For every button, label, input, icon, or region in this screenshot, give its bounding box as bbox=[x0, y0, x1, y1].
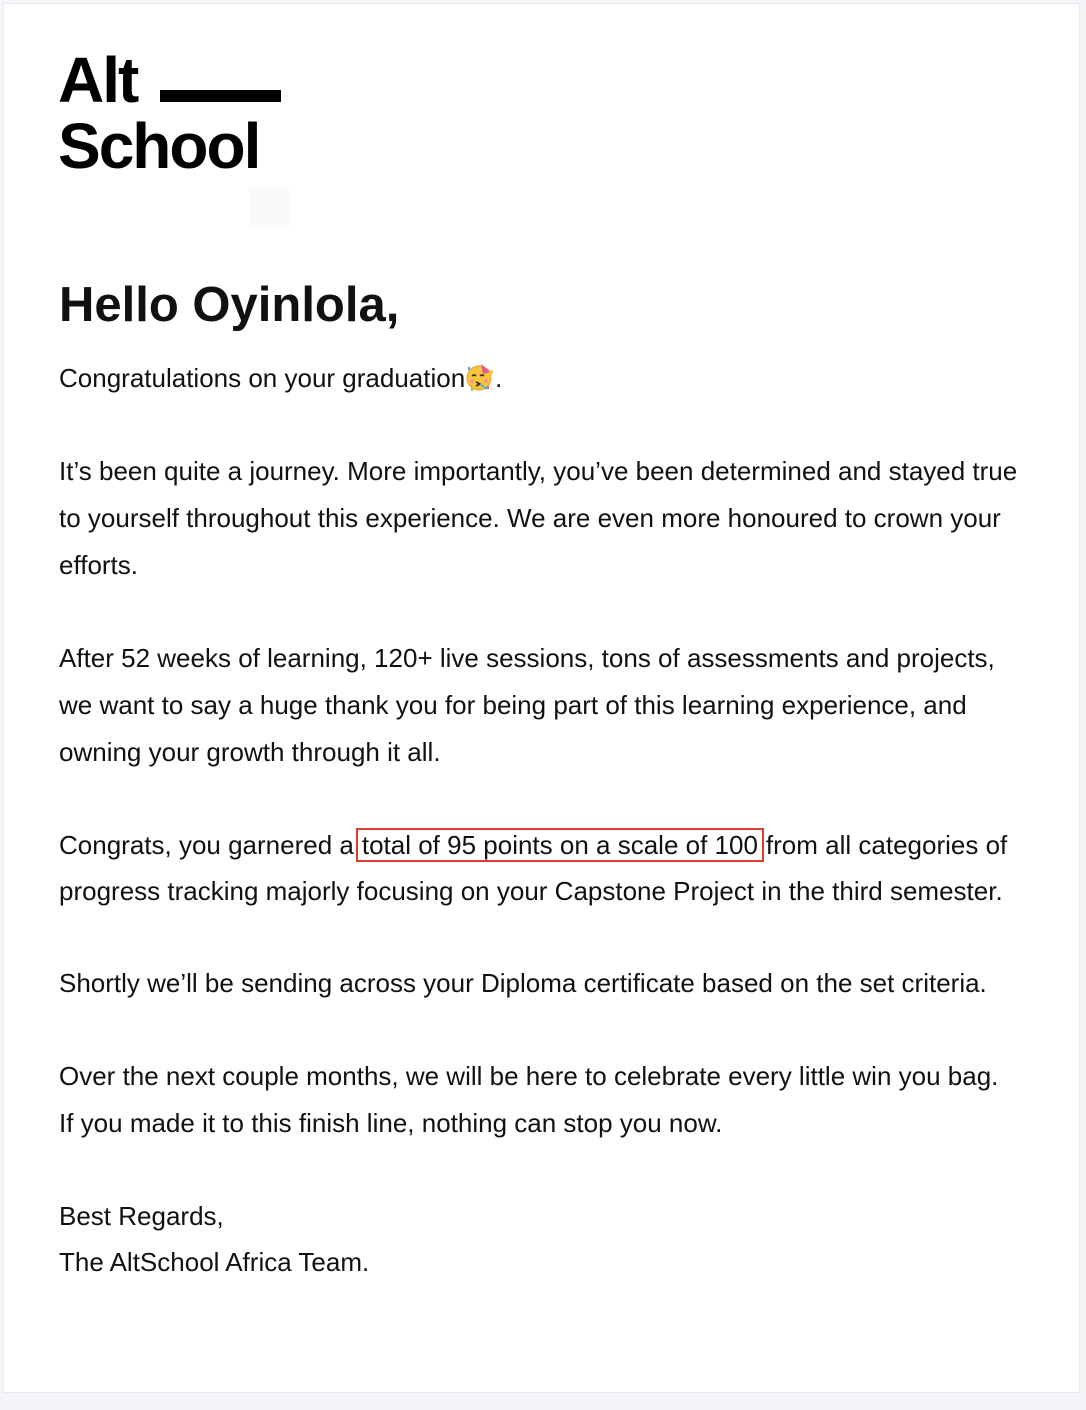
score-highlight: total of 95 points on a scale of 100 bbox=[356, 828, 764, 862]
score-text-after: from all categories of progress tracking majorly focusing on your Capstone Project in the third semester. bbox=[59, 830, 1008, 906]
logo-text-alt: Alt bbox=[58, 44, 138, 116]
partying-face-icon bbox=[465, 362, 495, 392]
celebrate-paragraph: Over the next couple months, we will be here to celebrate every little win you bag. If you made it to this finish line, nothing can stop you now. bbox=[59, 1061, 999, 1138]
score-paragraph bbox=[59, 822, 1019, 914]
logo-bar bbox=[160, 90, 281, 102]
score-text-before: Congrats, you garnered a bbox=[59, 830, 354, 860]
email-content bbox=[59, 272, 1019, 1285]
email-body bbox=[3, 3, 1080, 1393]
signature-block bbox=[59, 1193, 1019, 1285]
congrats-paragraph bbox=[59, 355, 1019, 402]
greeting-heading: Hello Oyinlola, bbox=[59, 278, 400, 332]
congrats-text: Congratulations on your graduation bbox=[59, 363, 466, 393]
logo-text-school: School bbox=[58, 110, 260, 182]
diploma-paragraph: Shortly we’ll be sending across your Diploma certificate based on the set criteria. bbox=[59, 968, 987, 998]
signoff-text: Best Regards, bbox=[59, 1201, 224, 1231]
congrats-punctuation: . bbox=[495, 363, 503, 393]
signature-text: The AltSchool Africa Team. bbox=[59, 1247, 370, 1277]
altschool-logo bbox=[58, 44, 298, 188]
thanks-paragraph: After 52 weeks of learning, 120+ live sessions, tons of assessments and projects, we want to say a huge thank you for being part of this learning experience, and owning your growth through it all. bbox=[59, 643, 995, 767]
hidden-image-placeholder bbox=[249, 187, 289, 227]
journey-paragraph: It’s been quite a journey. More importantly, you’ve been determined and stayed true to yourself throughout this experience. We are even more honoured to crown your efforts. bbox=[59, 456, 1018, 580]
